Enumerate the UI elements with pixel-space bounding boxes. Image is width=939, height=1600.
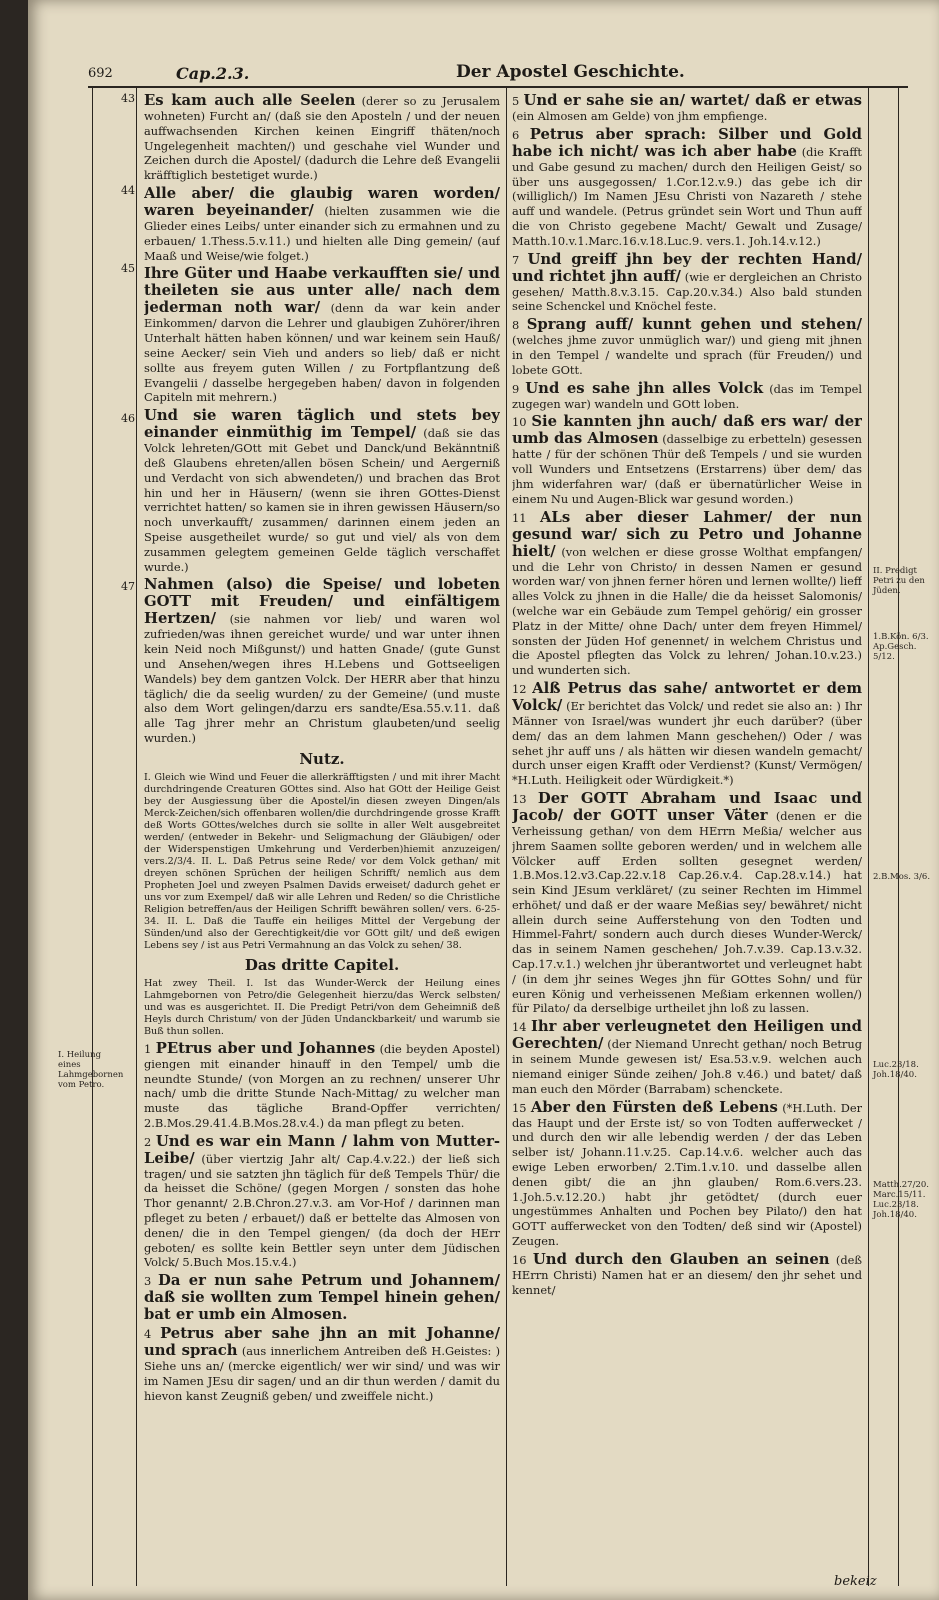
verse-paragraph: 13 Der GOTT Abraham und Isaac und Jacob/ der GOTT unser Väter (denen er die Verheissung gethan/ von dem HErrn Meßia/ welcher aus jhrem Saamen sollte geboren werden/ und in welchem alle Völcker auff Erden sollten gesegnet werden/ 1.B.Mos.12.v3.Cap.22.v.18 Cap.26.v.4. Cap.28.v.14.) hat sein Kind JEsum verkläret/ (zu seiner Rechten im Himmel erhöhet/ und daß er der waare Meßias sey/ bewähret/ nicht allein durch seine Aufferstehung von den Todten und Himmel-Fahrt/ sondern auch durch dieses Wunder-Werck/ das in seinem Namen geschehen/ Joh.7.v.39. Cap.13.v.32. Cap.17.v.1.) welchen jhr überantwortet und verleugnet habt / (in dem jhr seines Weges jhn für GOttes Sohn/ und für euren König und verheissenen Meßiam erkennen wollen/) für Pilato/ da derselbige urtheilet jhn loß zu lassen. (512, 789, 862, 1016)
verse-paragraph: 14 Ihr aber verleugnetet den Heiligen und Gerechten/ (der Niemand Unrecht gethan/ noch Betrug in seinem Munde gewesen ist/ Esa.53.v.9. welchen auch niemand einiger Sünde zeihen/ Joh.8 v.46.) und batet/ daß man euch den Mörder (Barrabam) schenckete. (512, 1018, 862, 1096)
chapter-heading: Das dritte Capitel. (244, 955, 400, 974)
catchword: bekeiz (834, 1574, 877, 1589)
verse-paragraph: 2 Und es war ein Mann / lahm von Mutter-Leibe/ (über viertzig Jahr alt/ Cap.4.v.22.) der ließ sich tragen/ und sie satzten jhn täglich für deß Tempels Thür/ die da heisset die Schöne/ (gegen Morgen / sonsten das hohe Thor genannt/ 2.B.Chron.27.v.3. am Vor-Hof / darinnen man pfleget zu beten / erbauet/) daß er bettelte das Almosen von denen/ die in den Tempel giengen/ (da doch der HErr geboten/ es sollte kein Bettler seyn unter dem Jüdischen Volck/ 5.Buch Mos.15.v.4.) (144, 1132, 500, 1270)
verse-paragraph: 16 Und durch den Glauben an seinen (deß HErrn Christi) Namen hat er an diesem/ den jhr sehet und kennet/ (512, 1250, 862, 1297)
verse-paragraph: 10 Sie kannten jhn auch/ daß ers war/ der umb das Almosen (dasselbige zu erbetteln) gesessen hatte / für der schönen Thür deß Tempels / und sie wurden voll Wunders und Entsetzens (Erstarrens) über dem/ das jhm widerfahren war/ (daß er übernatürlicher Weise in einem Nu und Augen-Blick war gesund worden.) (512, 413, 862, 506)
verse-paragraph: 8 Sprang auff/ kunnt gehen und stehen/ (welches jhme zuvor unmüglich war/) und gieng mit jhnen in den Tempel / wandelte und sprach (für Freuden/) und lobete GOtt. (512, 316, 862, 377)
header-rule (88, 86, 908, 88)
verse-paragraph: Es kam auch alle Seelen (derer so zu Jerusalem wohneten) Furcht an/ (daß sie den Aposteln / und der neuen auffwachsenden Kirchen keinen Eingriff thäten/noch Ungelegenheit machten/) und geschahe viel Wunder und Zeichen durch die Apostel/ (dadurch die Lehre deß Evangelii kräfftiglich bestetiget wurde.) (144, 92, 500, 183)
verse-paragraph: 11 ALs aber dieser Lahmer/ der nun gesund war/ sich zu Petro und Johanne hielt/ (von welchen er diese grosse Wolthat empfangen/ und die Lehr von Christo/ in dessen Namen er gesund worden war/ von jhnen ferner hören und lernen wollte/) lieff alles Volck zu jhnen in die Halle/ die da heisset Salomonis/ (welche war ein Gebäude zum Tempel gehörig/ ein grosser Platz in der Mitte/ ohne Dach/ unter dem freyen Himmel/ sonsten der Jüden Hof genennet/ in welchem Christus und die Apostel pflegten das Volck zu lehren/ Johan.10.v.23.) und wunderten sich. (512, 508, 862, 678)
verse-number: 47 (121, 580, 135, 593)
left-outer-rule (92, 86, 93, 1586)
verse-number: 45 (121, 262, 135, 275)
verse-paragraph: 4 Petrus aber sahe jhn an mit Johanne/ und sprach (aus innerlichem Antreiben deß H.Geistes: ) Siehe uns an/ (mercke eigentlich/ wer wir sind/ und was wir im Namen JEsu dir sagen/ und an dir thun werden / damit du hievon kanst Zeugniß geben/ und zweiffele nicht.) (144, 1325, 500, 1403)
verse-paragraph: 7 Und greiff jhn bey der rechten Hand/ und richtet jhn auff/ (wie er dergleichen an Christo gesehen/ Matth.8.v.3.15. Cap.20.v.34.) Also bald stunden seine Schenckel und Knöchel feste. (512, 250, 862, 314)
side-note: Matth.27/20. Marc.15/11. Luc.23/18. Joh.18/40. (873, 1180, 929, 1220)
verse-paragraph: Ihre Güter und Haabe verkaufften sie/ und theileten sie aus unter alle/ nach dem jederman noth war/ (denn da war kein ander Einkommen/ darvon die Lehrer und glaubigen Zuhörer/ihren Unterhalt hätten haben können/ und war keinem sein Hauß/ seine Aecker/ sein Vieh und anders so lieb/ daß er nicht sollte aus freyem guten Willen / zu Fortpflantzung deß Evangelii / dasselbe hergegeben haben/ davon in folgenden Capiteln mit mehrern.) (144, 265, 500, 405)
verse-paragraph: 5 Und er sahe sie an/ wartet/ daß er etwas (ein Almosen am Gelde) von jhm empfienge. (512, 92, 862, 123)
chapter-summary: Hat zwey Theil. I. Ist das Wunder-Werck der Heilung eines Lahmgebornen von Petro/die Gelegenheit hierzu/das Werck selbsten/ und was es ausgerichtet. II. Die Predigt Petri/von dem Geheimniß deß Heyls durch Christum/ von der Jüden Undanckbarkeit/ und warumb sie Buß thun sollen. (144, 977, 500, 1037)
left-text-column (144, 92, 500, 1580)
verse-paragraph: 9 Und es sahe jhn alles Volck (das im Tempel zugegen war) wandeln und GOtt loben. (512, 379, 862, 411)
verse-paragraph: Nahmen (also) die Speise/ und lobeten GOTT mit Freuden/ und einfältigem Hertzen/ (sie nahmen vor lieb/ und waren wol zufrieden/was ihnen gereichet wurde/ und war unter ihnen kein Neid noch Mißgunst/) und hatten Gnade/ (gute Gunst und Ansehen/wegen ihres H.Lebens und Gottseeligen Wandels) bey dem gantzen Volck. Der HERR aber that hinzu täglich/ die da seelig wurden/ zu der Gemeine/ (und muste also dem Wort gelingen/darzu ers sandte/Esa.55.v.11. daß alle Tag jhrer mehr an Christum glaubeten/und seelig wurden.) (144, 576, 500, 745)
nutz-heading: Nutz. (299, 749, 345, 768)
verse-paragraph: Alle aber/ die glaubig waren worden/ waren beyeinander/ (hielten zusammen wie die Glieder eines Leibs/ unter einander sich zu ermahnen und zu erbauen/ 1.Thess.5.v.11.) und hielten alle Ding gemein/ (auf Maaß und Weise/wie folget.) (144, 184, 500, 263)
side-note: I. Heilung eines Lahmgebornen vom Petro. (58, 1050, 124, 1090)
right-inner-rule (868, 86, 869, 1586)
side-note: II. Predigt Petri zu den Jüden. (873, 566, 925, 596)
side-note: Luc.23/18. Joh.18/40. (873, 1060, 919, 1080)
verse-paragraph: 3 Da er nun sahe Petrum und Johannem/ daß sie wollten zum Tempel hinein gehen/ bat er umb ein Almosen. (144, 1272, 500, 1324)
right-text-column (512, 92, 862, 1572)
running-title: Der Apostel Geschichte. (456, 62, 685, 82)
verse-number: 43 (121, 92, 135, 105)
left-inner-rule (136, 86, 137, 1586)
verse-paragraph: 12 Alß Petrus das sahe/ antwortet er dem Volck/ (Er berichtet das Volck/ und redet sie also an: ) Ihr Männer von Israel/was wundert jhr euch darüber? (über dem/ das an dem lahmen Mann geschehen/) Oder / was sehet jhr auff uns / als hätten wir diesen wandeln gemacht/ durch unser eigen Krafft oder Verdienst? (Kunst/ Vermögen/ *H.Luth. Heiligkeit oder Würdigkeit.*) (512, 679, 862, 788)
page-number: 692 (88, 66, 113, 81)
center-rule (506, 86, 507, 1586)
chapter-reference: Cap.2.3. (176, 64, 250, 83)
verse-number: 44 (121, 184, 135, 197)
verse-paragraph: 6 Petrus aber sprach: Silber und Gold habe ich nicht/ was ich aber habe (die Krafft und Gabe gesund zu machen/ durch den Heiligen Geist/ so über uns ausgegossen/ 1.Cor.12.v.9.) das gebe ich dir (williglich/) Im Namen JEsu Christi von Nazareth / stehe auff und wandele. (Petrus gründet sein Wort und Thun auff die von Christo gegebene Macht/ Gewalt und Zusage/ Matth.10.v.1.Marc.16.v.18.Luc.9. vers.1. Joh.14.v.12.) (512, 125, 862, 248)
verse-paragraph: Und sie waren täglich und stets bey einander einmüthig im Tempel/ (daß sie das Volck lehreten/GOtt mit Gebet und Danck/und Bekänntniß deß Glaubens ehreten/allen bösen Schein/ und Aergerniß und Verdacht von sich abwendeten/) und brachen das Brot hin und her in Häusern/ (wenn sie ihren GOttes-Dienst verrichtet hatten/ so kamen sie in ihren gewissen Häusern/so noch unverkaufft/ zusammen/ darinnen einem jeden an Speise ausgetheilet wurde/ so gut und viel/ als von dem zusammen gelegtem gemeinen Gelde täglich verschaffet wurde.) (144, 407, 500, 574)
right-outer-rule (898, 86, 899, 1586)
verse-paragraph: 1 PEtrus aber und Johannes (die beyden Apostel) giengen mit einander hinauff in den Tempel/ umb die neundte Stunde/ (von Morgen an zu rechnen/ unserer Uhr nach/ umb die dritte Stunde Nach-Mittag/ zu welcher man muste das tägliche Brand-Opffer verrichten/ 2.B.Mos.29.41.4.B.Mos.28.v.4.) da man pflegt zu beten. (144, 1039, 500, 1130)
side-note: 2.B.Mos. 3/6. (873, 872, 931, 882)
side-note: 1.B.Kön. 6/3. Ap.Gesch. 5/12. (873, 632, 929, 662)
nutz-commentary: I. Gleich wie Wind und Feuer die allerkräfftigsten / und mit ihrer Macht durchdringende Creaturen GOttes sind. Also hat GOtt der Heilige Geist bey der Ausgiessung über die Apostel/in diesen zweyen Dingen/als Merck-Zeichen/sich offenbaren wollen/die durchdringende grosse Krafft deß Worts GOttes/welches durch sie sollte in aller Welt ausgebreitet werden/ (entweder in Bekehr- und Seligmachung der Gläubigen/ oder der Widerspenstigen Umkehrung und Verderben)hiemit anzuzeigen/ vers.2/3/4. II. L. Daß Petrus seine Rede/ vor dem Volck gethan/ mit dreyen schönen Sprüchen der heiligen Schrifft/ nemlich aus dem Propheten Joel und zweyen Psalmen Davids erweiset/ dadurch gehet er uns vor zum Exempel/ daß wir alle Lehren und Reden/ so die Christliche Religion betreffen/aus der Heiligen Schrifft bewähren sollen/ vers. 6-25-34. II. L. Daß die Tauffe ein heiliges Mittel der Vergebung der Sünden/und also der Gerechtigkeit/die vor GOtt gilt/ und deß ewigen Lebens sey / ist aus Petri Vermahnung an das Volck zu sehen/ 38. (144, 771, 500, 951)
book-page (28, 0, 939, 1600)
verse-paragraph: 15 Aber den Fürsten deß Lebens (*H.Luth. Der das Haupt und der Erste ist/ so von Todten aufferwecket / und durch den wir alle lebendig werden / der das Leben selber ist/ Johann.11.v.25. Cap.14.v.6. welcher auch das ewige Leben erworben/ 2.Tim.1.v.10. und dasselbe allen denen gibt/ die an jhn glauben/ Rom.6.vers.23. 1.Joh.5.v.12.20.) habt jhr getödtet/ (durch euer ungestümmes Anhalten und Pochen bey Pilato/) den hat GOTT aufferwecket von den Todten/ deß sind wir (Apostel) Zeugen. (512, 1098, 862, 1249)
verse-number: 46 (121, 412, 135, 425)
